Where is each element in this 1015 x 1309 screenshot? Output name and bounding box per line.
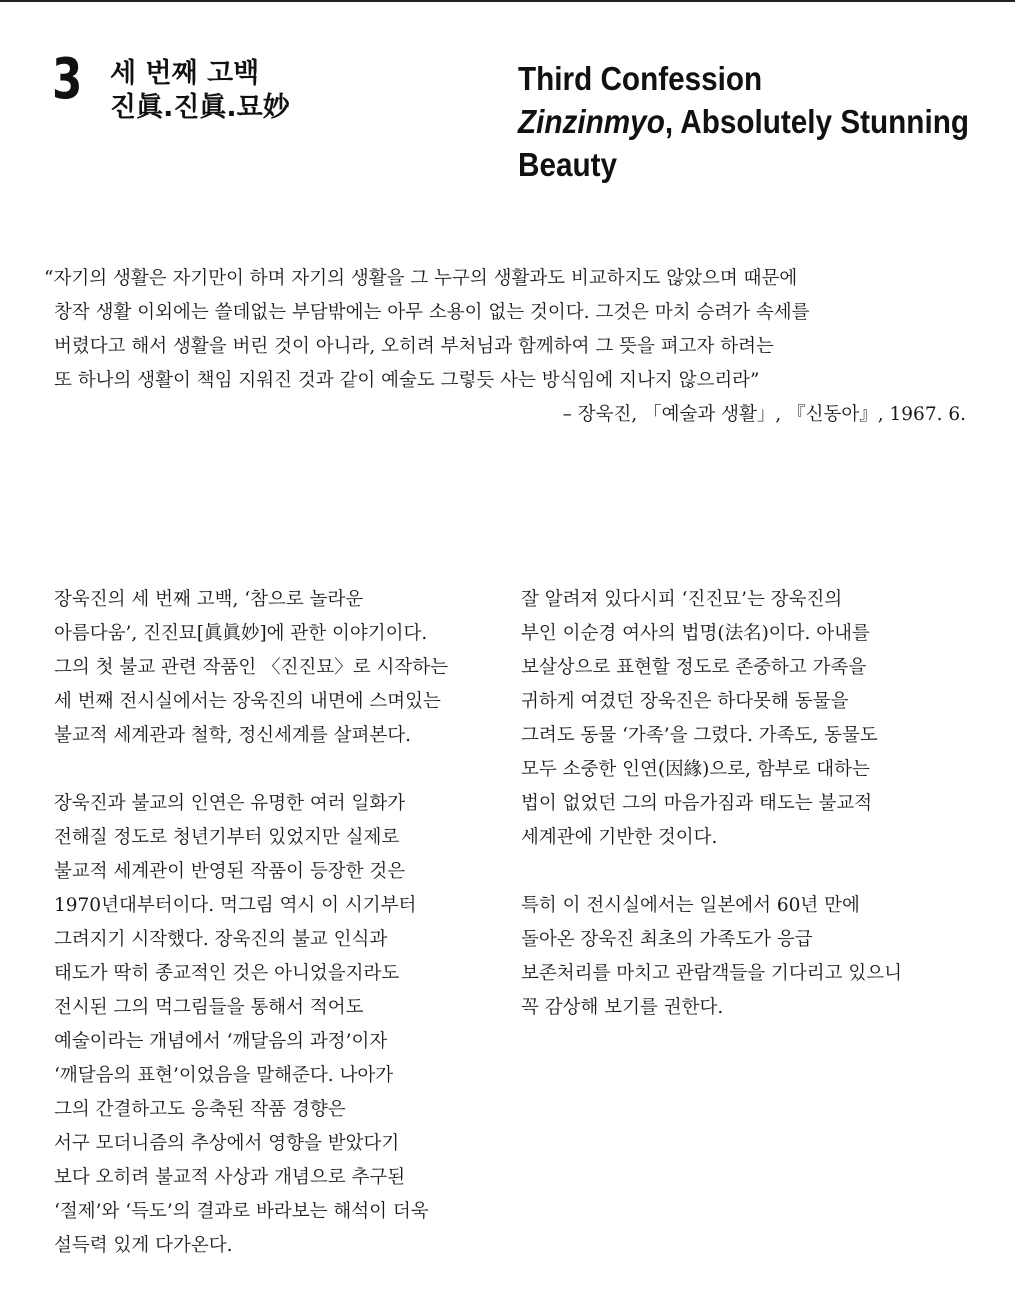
- english-title-line-2: [518, 100, 969, 143]
- body-line: 전시된 그의 먹그림들을 통해서 적어도: [54, 997, 364, 1018]
- top-rule: [0, 0, 1015, 2]
- body-line: 설득력 있게 다가온다.: [54, 1235, 233, 1256]
- english-title-line-2-rest: , Absolutely Stunning: [664, 103, 969, 140]
- body-line: ‘절제’와 ‘득도’의 결과로 바라보는 해석이 더욱: [54, 1201, 429, 1222]
- quote-source: – 장욱진, 「예술과 생활」, 『신동아』, 1967. 6.: [562, 404, 966, 425]
- body-line: 귀하게 여겼던 장욱진은 하다못해 동물을: [521, 691, 849, 712]
- body-line: 그려도 동물 ‘가족’을 그렸다. 가족도, 동물도: [521, 725, 878, 746]
- body-line: 장욱진의 세 번째 고백, ‘참으로 놀라운: [54, 589, 364, 610]
- body-line: 보존처리를 마치고 관람객들을 기다리고 있으니: [521, 963, 902, 984]
- body-line: ‘깨달음의 표현’이었음을 말해준다. 나아가: [54, 1065, 394, 1086]
- body-line: 세 번째 전시실에서는 장욱진의 내면에 스며있는: [54, 691, 441, 712]
- body-line: 그의 첫 불교 관련 작품인 〈진진묘〉로 시작하는: [54, 657, 448, 678]
- english-title-line-3: Beauty: [518, 146, 618, 183]
- quote-line: “자기의 생활은 자기만이 하며 자기의 생활을 그 누구의 생활과도 비교하지도 않았으며 때문에: [44, 268, 798, 289]
- body-line: 전해질 정도로 청년기부터 있었지만 실제로: [54, 827, 400, 848]
- paragraph-gap: [521, 855, 971, 889]
- body-line: 1970년대부터이다. 먹그림 역시 이 시기부터: [54, 895, 417, 916]
- quote-line: 버렸다고 해서 생활을 버린 것이 아니라, 오히려 부처님과 함께하여 그 뜻을 펴고자 하려는: [54, 336, 774, 357]
- english-title-line-1: Third Confession: [518, 60, 763, 97]
- body-line: 불교적 세계관과 철학, 정신세계를 살펴본다.: [54, 725, 411, 746]
- body-line: 돌아온 장욱진 최초의 가족도가 응급: [521, 929, 813, 950]
- body-line: 잘 알려져 있다시피 ‘진진묘’는 장욱진의: [521, 589, 843, 610]
- body-line: 특히 이 전시실에서는 일본에서 60년 만에: [521, 895, 860, 916]
- quote-line: 창작 생활 이외에는 쓸데없는 부담밖에는 아무 소용이 없는 것이다. 그것은 마치 승려가 속세를: [54, 302, 810, 323]
- body-line: 부인 이순경 여사의 법명(法名)이다. 아내를: [521, 623, 870, 644]
- body-line: 보다 오히려 불교적 사상과 개념으로 추구된: [54, 1167, 406, 1188]
- body-line: 태도가 딱히 종교적인 것은 아니었을지라도: [54, 963, 400, 984]
- body-line: 모두 소중한 인연(因緣)으로, 함부로 대하는: [521, 759, 870, 780]
- body-line: 그려지기 시작했다. 장욱진의 불교 인식과: [54, 929, 388, 950]
- body-line: 장욱진과 불교의 인연은 유명한 여러 일화가: [54, 793, 406, 814]
- korean-title-line-2: 진眞.진眞.묘妙: [110, 92, 290, 123]
- body-line: 법이 없었던 그의 마음가짐과 태도는 불교적: [521, 793, 873, 814]
- body-line: 보살상으로 표현할 정도로 존중하고 가족을: [521, 657, 867, 678]
- body-line: 예술이라는 개념에서 ‘깨달음의 과정’이자: [54, 1031, 388, 1052]
- english-title: [518, 57, 988, 186]
- paragraph-gap: [54, 753, 504, 787]
- english-title-italic: Zinzinmyo: [518, 103, 665, 140]
- section-number: 3: [52, 47, 83, 112]
- body-line: 불교적 세계관이 반영된 작품이 등장한 것은: [54, 861, 406, 882]
- epigraph-quote: [44, 262, 974, 432]
- body-line: 서구 모더니즘의 추상에서 영향을 받았다기: [54, 1133, 400, 1154]
- right-column: [521, 583, 971, 1025]
- quote-line: 또 하나의 생활이 책임 지워진 것과 같이 예술도 그렇듯 사는 방식임에 지나지 않으리라”: [54, 370, 760, 391]
- body-line: 세계관에 기반한 것이다.: [521, 827, 718, 848]
- korean-title-line-1: 세 번째 고백: [110, 58, 260, 89]
- body-line: 그의 간결하고도 응축된 작품 경향은: [54, 1099, 346, 1120]
- left-column: [54, 583, 504, 1263]
- body-line: 아름다움’, 진진묘[眞眞妙]에 관한 이야기이다.: [54, 623, 428, 644]
- korean-title: [110, 57, 290, 125]
- body-line: 꼭 감상해 보기를 권한다.: [521, 997, 724, 1018]
